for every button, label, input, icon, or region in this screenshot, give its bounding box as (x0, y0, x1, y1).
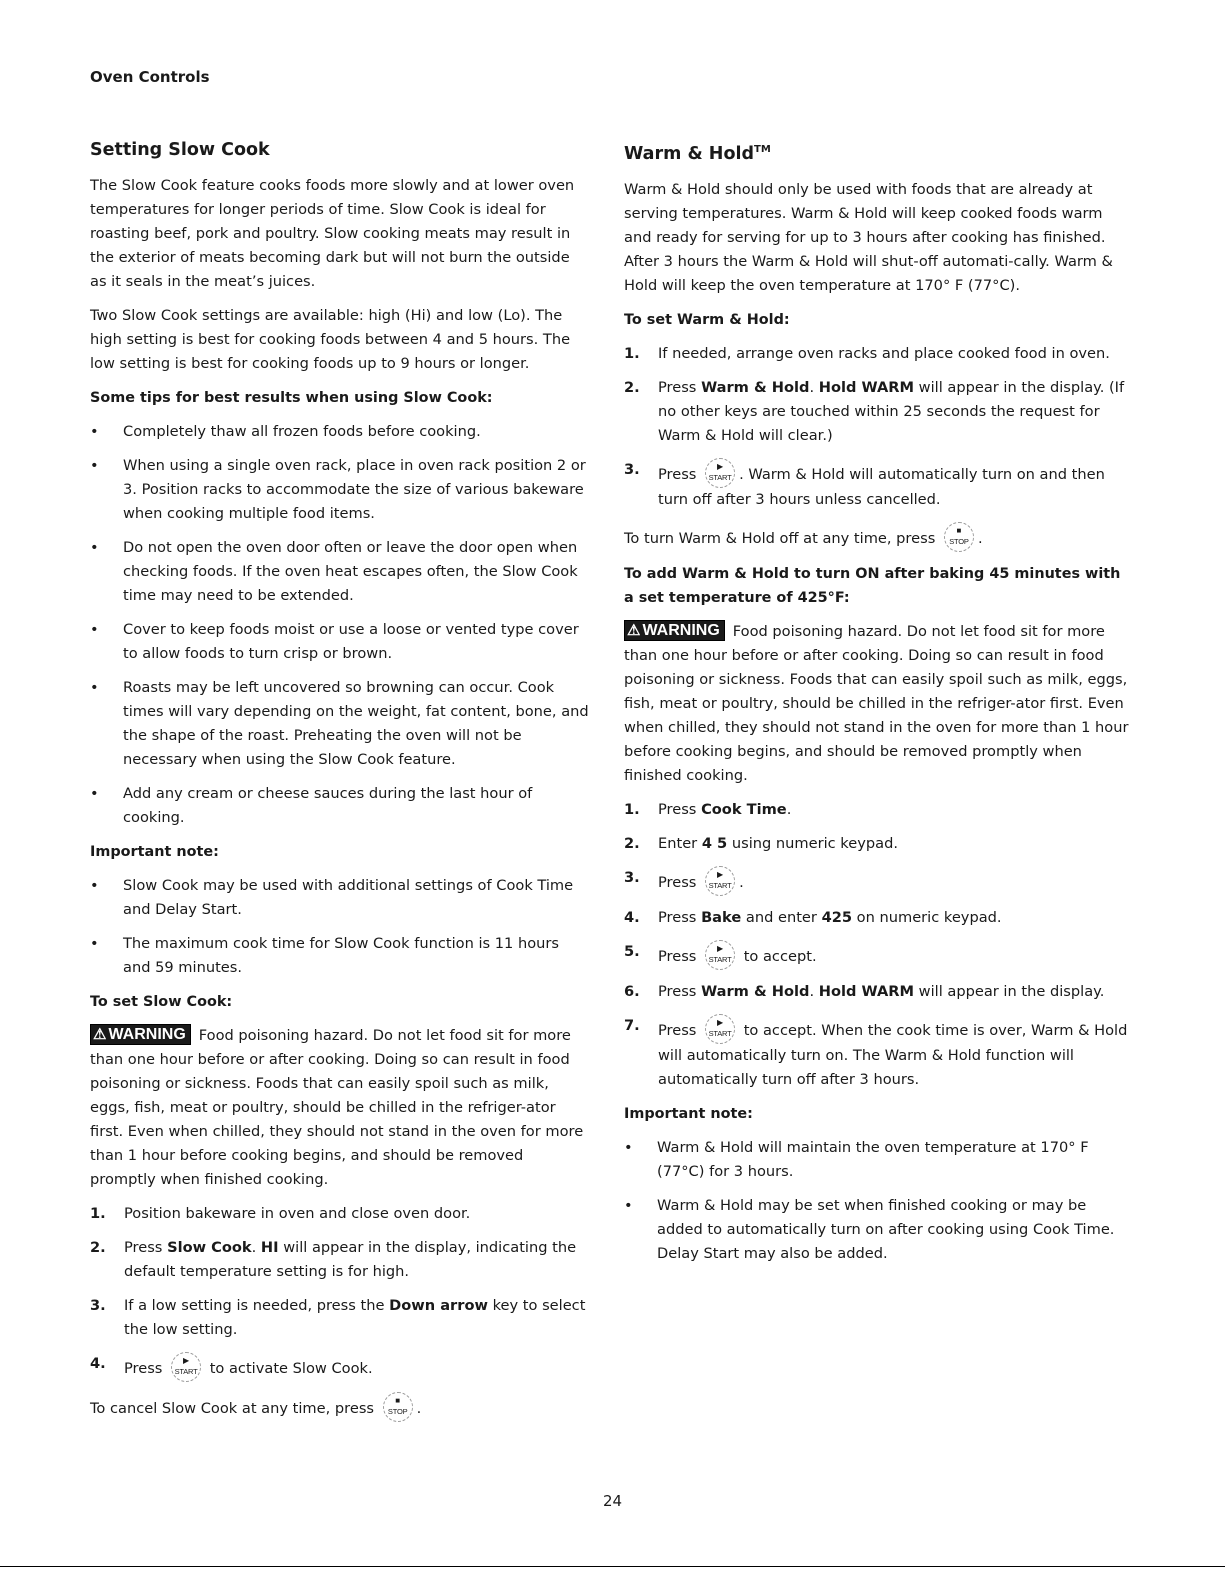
trademark-mark: TM (754, 144, 771, 155)
list-item: • Roasts may be left uncovered so browning can occur. Cook times will vary depending on the weight, fat content, bone, and the shape of the roast. Preheating the oven will not be necessary when using the Slow Cook feature. (90, 676, 590, 772)
warm-hold-column (624, 138, 1134, 1276)
stop-key-icon: ■ STOP (944, 522, 974, 552)
list-item: 7. Press ▶ START to accept. When the cook time is over, Warm & Hold will automatically turn on. The Warm & Hold function will automatically turn off after 3 hours. (624, 1014, 1134, 1092)
notes-list (90, 874, 590, 980)
list-item: 2. Enter 4 5 using numeric keypad. (624, 834, 898, 852)
bullet-icon: • (90, 785, 99, 802)
set-slow-cook-heading: To set Slow Cook: (90, 994, 233, 1010)
warning-badge: ⚠ WARNING (90, 1024, 191, 1045)
warning-paragraph: ⚠ WARNING Food poisoning hazard. Do not let food sit for more than one hour before or after cooking. Doing so can result in food poisoning or sickness. Foods that can easily spoil such as milk, eggs, fish, meat or poultry, should be chilled in the refriger-ator first. Even when chilled, they should not stand in the oven for more than 1 hour before cooking begins, and should be removed promptly when finished cooking. (90, 1026, 584, 1188)
warm-hold-title: Warm & Hold™ (624, 143, 771, 164)
list-item: • When using a single oven rack, place in oven rack position 2 or 3. Position racks to accommodate the size of various bakeware when cooking multiple food items. (90, 454, 590, 526)
warning-paragraph: ⚠ WARNING Food poisoning hazard. Do not let food sit for more than one hour before or after cooking. Doing so can result in food poisoning or sickness. Foods that can easily spoil such as milk, eggs, fish, meat or poultry, should be chilled in the refriger-ator first. Even when chilled, they should not stand in the oven for more than 1 hour before cooking begins, and should be removed promptly when finished cooking. (624, 621, 1129, 784)
list-item: 3. If a low setting is needed, press the Down arrow key to select the low setting. (90, 1297, 586, 1338)
list-item: 4. Press Bake and enter 425 on numeric keypad. (624, 908, 1002, 926)
stop-key-icon: ■ STOP (383, 1392, 413, 1422)
list-item: • Warm & Hold may be set when finished cooking or may be added to automatically turn on after cooking using Cook Time. Delay Start may also be added. (624, 1194, 1134, 1266)
slow-cook-steps (90, 1202, 590, 1382)
list-item: 4. Press ▶ START to activate Slow Cook. (90, 1352, 590, 1382)
start-key-icon: ▶ START (705, 1014, 735, 1044)
add-warm-hold-heading: To add Warm & Hold to turn ON after baking 45 minutes with a set temperature of 425°F: (624, 565, 1121, 606)
list-item: 1. Press Cook Time. (624, 800, 792, 818)
list-item: 2. Press Warm & Hold. Hold WARM will appear in the display. (If no other keys are touched within 25 seconds the request for Warm & Hold will clear.) (624, 378, 1125, 444)
page-bottom-rule (0, 1566, 1225, 1567)
cancel-instructions: To cancel Slow Cook at any time, press ■ STOP . (90, 1392, 590, 1422)
list-item: 5. Press ▶ START to accept. (624, 940, 1134, 970)
list-item: 6. Press Warm & Hold. Hold WARM will appear in the display. (624, 982, 1105, 1000)
list-item: • Do not open the oven door often or leave the door open when checking foods. If the oven heat escapes often, the Slow Cook time may need to be extended. (90, 536, 590, 608)
start-key-icon: ▶ START (705, 458, 735, 488)
bullet-icon: • (90, 423, 99, 440)
slow-cook-settings-text: Two Slow Cook settings are available: high (Hi) and low (Lo). The high setting is best for cooking foods between 4 and 5 hours. The low setting is best for cooking foods up to 9 hours or longer. (90, 307, 571, 372)
tips-list (90, 420, 590, 830)
warning-triangle-icon: ⚠ (627, 621, 641, 639)
bullet-icon: • (90, 539, 99, 556)
important-note-heading: Important note: (90, 844, 219, 860)
turn-off-instructions: To turn Warm & Hold off at any time, press ■ STOP . (624, 522, 1134, 552)
tips-heading: Some tips for best results when using Slow Cook: (90, 390, 493, 406)
bullet-icon: • (624, 1196, 633, 1214)
list-item: 2. Press Slow Cook. HI will appear in the display, indicating the default temperature setting is for high. (90, 1239, 577, 1280)
list-item: 1. If needed, arrange oven racks and place cooked food in oven. (624, 344, 1110, 362)
list-item: 1. Position bakeware in oven and close oven door. (90, 1205, 471, 1222)
start-key-icon: ▶ START (705, 940, 735, 970)
list-item: • The maximum cook time for Slow Cook function is 11 hours and 59 minutes. (90, 932, 590, 980)
list-item: 3. Press ▶ START . Warm & Hold will automatically turn on and then turn off after 3 hours unless cancelled. (624, 458, 1134, 512)
warm-hold-steps (624, 342, 1134, 512)
slow-cook-column (90, 138, 590, 1432)
slow-cook-intro: The Slow Cook feature cooks foods more slowly and at lower oven temperatures for longer periods of time. Slow Cook is ideal for roasting beef, pork and poultry. Slow cooking meats may result in the exterior of meats becoming dark but will not burn the outside as it seals in the meat’s juices. (90, 177, 575, 290)
bullet-icon: • (90, 877, 99, 894)
warning-triangle-icon: ⚠ (93, 1026, 107, 1043)
page-number: 24 (602, 1492, 623, 1510)
notes-list (624, 1136, 1134, 1266)
list-item: • Slow Cook may be used with additional settings of Cook Time and Delay Start. (90, 874, 590, 922)
list-item: • Add any cream or cheese sauces during the last hour of cooking. (90, 782, 590, 830)
start-key-icon: ▶ START (705, 866, 735, 896)
set-warm-hold-heading: To set Warm & Hold: (624, 311, 790, 328)
start-key-icon: ▶ START (171, 1352, 201, 1382)
section-header: Oven Controls (90, 68, 210, 86)
bullet-icon: • (90, 621, 99, 638)
slow-cook-title: Setting Slow Cook (90, 140, 270, 160)
important-note-heading: Important note: (624, 1105, 753, 1122)
add-warm-hold-steps (624, 798, 1134, 1092)
bullet-icon: • (90, 935, 99, 952)
warm-hold-intro: Warm & Hold should only be used with foods that are already at serving temperatures. Warm & Hold will keep cooked foods warm and ready for serving for up to 3 hours after cooking has finished. After 3 hours the Warm & Hold will shut-off automati-cally. Warm & Hold will keep the oven temperature at 170° F (77°C). (624, 180, 1113, 294)
bullet-icon: • (90, 457, 99, 474)
list-item: • Cover to keep foods moist or use a loose or vented type cover to allow foods to turn crisp or brown. (90, 618, 590, 666)
bullet-icon: • (624, 1138, 633, 1156)
warning-badge: ⚠ WARNING (624, 620, 725, 641)
list-item: • Completely thaw all frozen foods before cooking. (90, 420, 590, 444)
list-item: • Warm & Hold will maintain the oven temperature at 170° F (77°C) for 3 hours. (624, 1136, 1134, 1184)
list-item: 3. Press ▶ START . (624, 866, 1134, 896)
bullet-icon: • (90, 679, 99, 696)
